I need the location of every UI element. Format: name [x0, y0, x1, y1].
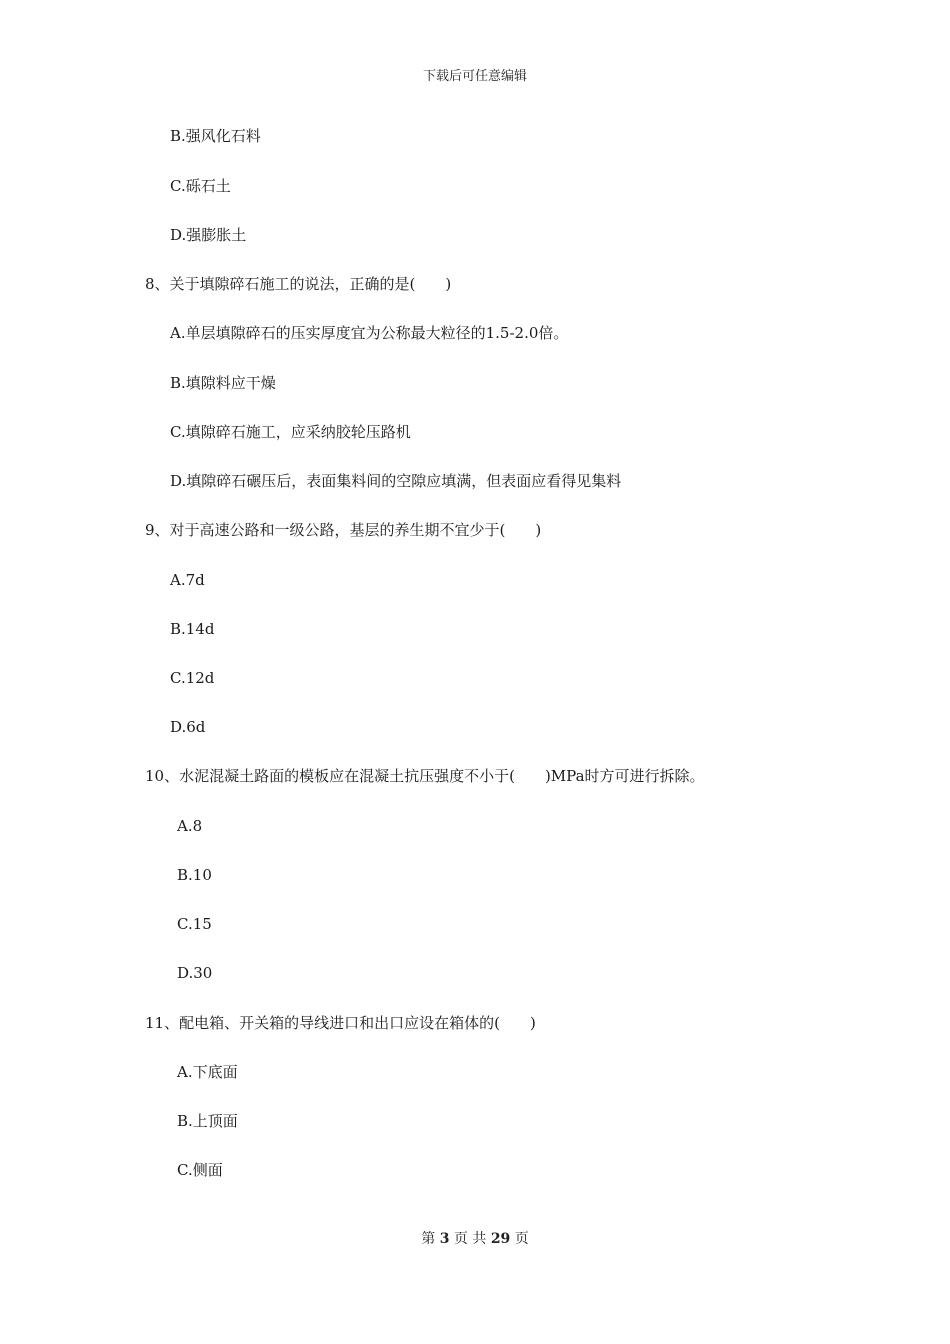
l6: C.填隙碎石施工，应采纳胶轮压路机 [170, 423, 411, 441]
l11: C.12d [170, 669, 215, 687]
page-footer [0, 1228, 950, 1248]
l19: A.下底面 [177, 1063, 238, 1081]
l9: A.7d [170, 571, 205, 589]
l17: D.30 [177, 964, 213, 982]
l21: C.侧面 [177, 1161, 223, 1179]
l8: 9、对于高速公路和一级公路，基层的养生期不宜少于( ) [145, 521, 542, 539]
l20: B.上顶面 [177, 1112, 238, 1130]
l0: B.强风化石料 [170, 127, 261, 145]
l15: B.10 [177, 866, 212, 884]
l13: 10、水泥混凝土路面的模板应在混凝土抗压强度不小于( )MPa时方可进行拆除。 [145, 767, 705, 785]
page-header: 下载后可任意编辑 [422, 69, 527, 84]
footer-page-number: 3 [439, 1231, 450, 1247]
footer-suffix: 页 [514, 1231, 529, 1247]
footer-total-pages: 29 [490, 1231, 511, 1247]
l1: C.砾石土 [170, 177, 231, 195]
l5: B.填隙料应干燥 [170, 374, 276, 392]
l2: D.强膨胀土 [170, 226, 247, 244]
footer-prefix: 第 [421, 1231, 436, 1247]
l3: 8、关于填隙碎石施工的说法，正确的是( ) [145, 275, 452, 293]
l16: C.15 [177, 915, 212, 933]
l4: A.单层填隙碎石的压实厚度宜为公称最大粒径的1.5-2.0倍。 [170, 324, 569, 342]
l14: A.8 [177, 817, 203, 835]
l12: D.6d [170, 718, 206, 736]
l18: 11、配电箱、开关箱的导线进口和出口应设在箱体的( ) [145, 1014, 536, 1032]
footer-middle: 页 共 [453, 1231, 487, 1247]
l10: B.14d [170, 620, 215, 638]
l7: D.填隙碎石碾压后，表面集料间的空隙应填满，但表面应看得见集料 [170, 472, 622, 490]
